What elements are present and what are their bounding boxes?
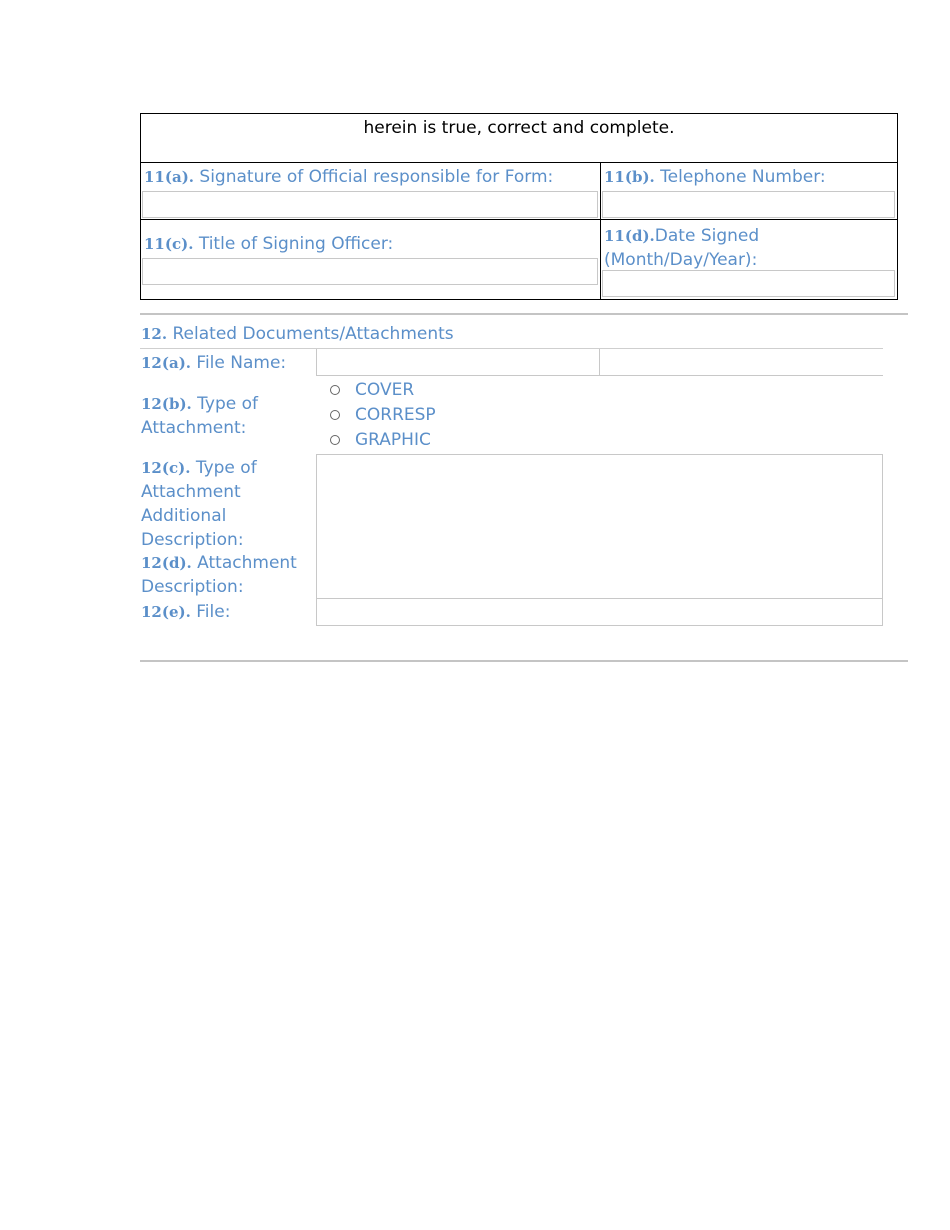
radio-button-corresp[interactable] bbox=[330, 410, 340, 420]
section-12-number: 12. bbox=[141, 325, 168, 343]
file-name-input[interactable] bbox=[316, 349, 600, 376]
radio-label-cover: COVER bbox=[355, 380, 415, 400]
field-number-11d: 11(d). bbox=[604, 227, 655, 245]
date-signed-cell bbox=[600, 219, 898, 300]
file-label-text: File: bbox=[190, 602, 231, 622]
field-number-12b: 12(b). bbox=[141, 395, 192, 413]
radio-label-corresp: CORRESP bbox=[355, 405, 436, 425]
signature-label bbox=[144, 167, 553, 187]
field-number-12e: 12(e). bbox=[141, 603, 191, 621]
attachment-description-label-text: Attachment Description: bbox=[141, 553, 297, 597]
title-cell bbox=[140, 219, 601, 300]
radio-button-graphic[interactable] bbox=[330, 435, 340, 445]
certification-text: herein is true, correct and complete. bbox=[363, 118, 675, 138]
field-number-11a: 11(a). bbox=[144, 168, 195, 186]
section-divider-top bbox=[140, 313, 908, 315]
certification-statement-box bbox=[140, 113, 898, 163]
field-number-11c: 11(c). bbox=[144, 235, 194, 253]
signature-field[interactable] bbox=[142, 191, 598, 218]
section-12-title-text: Related Documents/Attachments bbox=[167, 324, 454, 344]
file-name-label bbox=[141, 351, 286, 375]
date-signed-label bbox=[604, 224, 894, 272]
signature-label-text: Signature of Official responsible for Form: bbox=[194, 167, 554, 187]
telephone-label bbox=[604, 167, 826, 187]
field-number-12d: 12(d). bbox=[141, 554, 192, 572]
signature-cell bbox=[140, 162, 601, 220]
telephone-label-text: Telephone Number: bbox=[654, 167, 826, 187]
section-12-title bbox=[141, 324, 454, 344]
type-of-attachment-label-text: Type of Attachment: bbox=[141, 394, 259, 438]
additional-description-textarea[interactable] bbox=[316, 454, 883, 550]
date-signed-label-text: Date Signed (Month/Day/Year): bbox=[604, 226, 760, 270]
radio-label-graphic: GRAPHIC bbox=[355, 430, 431, 450]
additional-description-label-text: Type of Attachment Additional Description: bbox=[141, 458, 257, 550]
telephone-cell bbox=[600, 162, 898, 220]
title-label bbox=[144, 234, 393, 254]
attachment-description-label bbox=[141, 551, 311, 599]
file-name-secondary-input[interactable] bbox=[599, 349, 883, 376]
field-number-12a: 12(a). bbox=[141, 354, 192, 372]
title-label-text: Title of Signing Officer: bbox=[193, 234, 394, 254]
section-divider-bottom bbox=[140, 660, 908, 662]
attachment-description-input[interactable] bbox=[316, 549, 883, 599]
title-field[interactable] bbox=[142, 258, 598, 285]
file-upload-input[interactable] bbox=[316, 598, 883, 626]
radio-button-cover[interactable] bbox=[330, 385, 340, 395]
type-of-attachment-label bbox=[141, 392, 311, 440]
additional-description-label bbox=[141, 456, 306, 552]
radio-option-corresp[interactable] bbox=[330, 405, 436, 425]
radio-option-cover[interactable] bbox=[330, 380, 414, 400]
date-signed-field[interactable] bbox=[602, 270, 895, 297]
file-name-label-text: File Name: bbox=[191, 353, 287, 373]
file-label bbox=[141, 600, 230, 624]
telephone-field[interactable] bbox=[602, 191, 895, 218]
radio-option-graphic[interactable] bbox=[330, 430, 431, 450]
field-number-11b: 11(b). bbox=[604, 168, 655, 186]
field-number-12c: 12(c). bbox=[141, 459, 191, 477]
